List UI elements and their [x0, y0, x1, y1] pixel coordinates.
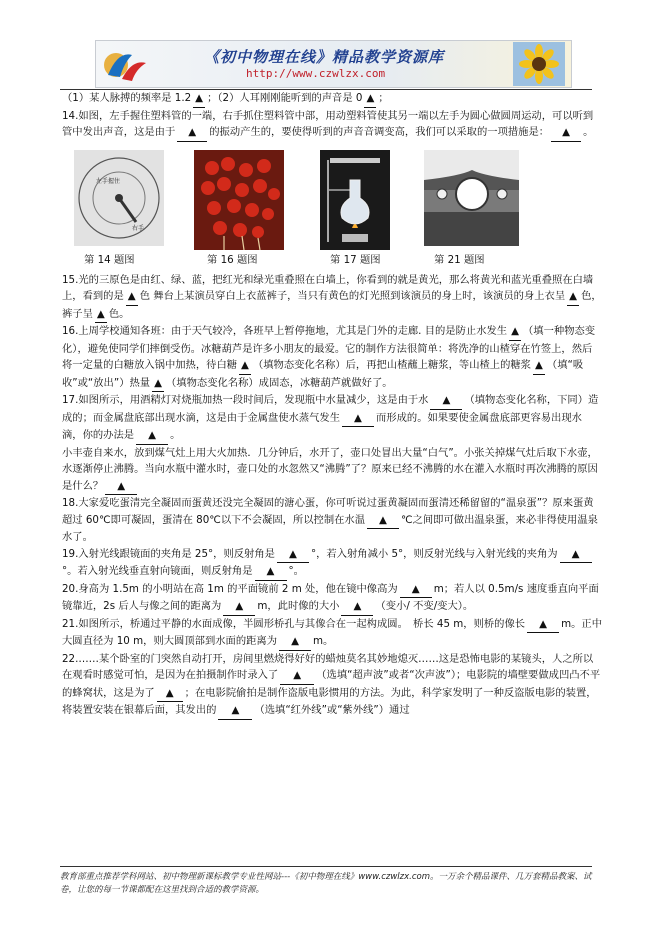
- question-content: [62, 90, 602, 720]
- fig17-caption: 第 17 题图: [330, 253, 381, 266]
- q16: 16.上周学校通知各班：由于天气较冷，各班早上暂停拖地，尤其是门外的走廊. 目的是防止水发生 ▲ （填一种物态变化），避免使同学们摔倒受伤。冰糖葫芦是许多小朋友的最爱。它的制作方法很简单：将洗净的山楂穿在竹签上，然后将一定量的白糖放入锅中加热，待白糖 ▲ （填物态变化名称）后，再把山楂蘸上糖浆，等山楂上的糖浆 ▲ （填“吸收”或“放出”）热量 ▲ （填物态变化名称）成固态，冰糖葫芦就做好了。: [62, 323, 602, 392]
- svg-text:左手握住: 左手握住: [96, 177, 121, 185]
- q22: 22.……某个卧室的门突然自动打开，房间里燃烧得好好的蜡烛莫名其妙地熄灭……这是恐怖电影的某镜头，人之所以在观看时感觉可怕，是因为在拍摄制作时录入了 ▲ （选填“超声波”或者“次声波”）；电影院的墙壁要做成凹凸不平的蜂窝状，这是为了 ▲ ；在电影院偷拍是制作盗版电影惯用的方法。为此，科学家发明了一种反盗版电影的装置，将装置安装在银幕后面，其发出的 ▲ （选填“红外线”或“紫外线”）通过: [62, 651, 602, 720]
- footer-rule: [60, 866, 592, 867]
- q21: 21.如图所示，桥通过平静的水面成像，半圆形桥孔与其像合在一起构成圆。 桥长 45 m，则桥的像长 ▲ m。正中大圆直径为 10 m，则大圆顶部到水面的距离为 ▲ m。: [62, 616, 602, 651]
- q17: 17.如图所示，用酒精灯对烧瓶加热一段时间后，发现瓶中水量减少，这是由于水 ▲ （填物态变化名称，下同）造成的；而金属盘底部出现水滴，这是由于金属盘使水蒸气发生 ▲ 而形成的。如果要使金属盘底部更容易出现水滴，你的办法是 ▲ 。: [62, 392, 602, 445]
- banner-url: http://www.czwlzx.com: [246, 67, 386, 80]
- header-banner: [95, 40, 572, 88]
- fig14-caption: 第 14 题图: [84, 253, 135, 266]
- site-logo: [102, 45, 160, 83]
- svg-text:右手: 右手: [132, 224, 145, 232]
- q14: 14.如图，左手握住塑料管的一端，右手抓住塑料管中部，用动塑料管使其另一端以左手为圆心做圆周运动，可以听到管中发出声音，这是由于 ▲ 的振动产生的，要使得听到的声音音调变高，我们可以采取的一项措施是： ▲ 。: [62, 108, 602, 142]
- q20: 20.身高为 1.5m 的小明站在高 1m 的平面镜前 2 m 处，他在镜中像高为 ▲ m；若人以 0.5m/s 速度垂直向平面镜靠近，2s 后人与像之间的距离为 ▲ m，此时像的大小 ▲ （变小/ 不变/变大）。: [62, 581, 602, 616]
- fig21-caption: 第 21 题图: [434, 253, 485, 266]
- q18: 18.大家爱吃蛋清完全凝固而蛋黄还没完全凝固的溏心蛋，你可听说过蛋黄凝固而蛋清还稀留留的“温泉蛋”？原来蛋黄超过 60℃即可凝固，蛋清在 80℃以下不会凝固，所以控制在水温 ▲ ℃之间即可做出温泉蛋，来必非得使用温泉水了。: [62, 497, 598, 543]
- q17-part2: 小丰壶自来水，放到煤气灶上用大火加热．几分钟后，水开了，壶口处冒出大量“白气”。小张关掉煤气灶后取下水壶，水逐渐停止沸腾。当向水瓶中灌水时，壶口处的水忽然又“沸腾”了？原来已经不沸腾的水在灌入水瓶时再次沸腾的原因是什么？ ▲: [62, 445, 602, 496]
- fig16-candied-haws-image: [194, 150, 284, 250]
- fig21-arch-bridge-image: [424, 150, 519, 246]
- footer-text: 教育部重点推荐学科网站、初中物理新课标教学专业性网站---《初中物理在线》www.czwlzx.com。一万余个精品课件、几万套精品教案、试卷，让您的每一节课都配在这里找到合适的教学资源。: [60, 872, 592, 895]
- q13-parts: （1）某人脉搏的频率是 1.2 ▲ ；（2）人耳刚刚能听到的声音是 0 ▲ ；: [62, 90, 602, 108]
- q19: 19.入射光线跟镜面的夹角是 25°，则反射角是 ▲ °，若入射角减小 5°，则反射光线与入射光线的夹角为 ▲°。若入射光线垂直射向镜面，则反射角是 ▲ °。: [62, 546, 602, 581]
- sunflower-image: [513, 42, 565, 86]
- q15: 15.光的三原色是由红、绿、蓝，把红光和绿光重叠照在白墙上，你看到的就是黄光，那么将黄光和蓝光重叠照在白墙上，看到的是 ▲ 色 舞台上某演员穿白上衣蓝裤子，当只有黄色的灯光照到该演员的身上时，该演员的身上衣呈 ▲ 色，裤子呈 ▲ 色。: [62, 272, 602, 324]
- fig17-flask-experiment-image: [320, 150, 390, 250]
- banner-title: 《初中物理在线》精品教学资源库: [204, 48, 445, 66]
- fig14-plastic-tube-image: [74, 150, 164, 246]
- figure-row: [62, 146, 602, 272]
- fig16-caption: 第 16 题图: [207, 253, 258, 266]
